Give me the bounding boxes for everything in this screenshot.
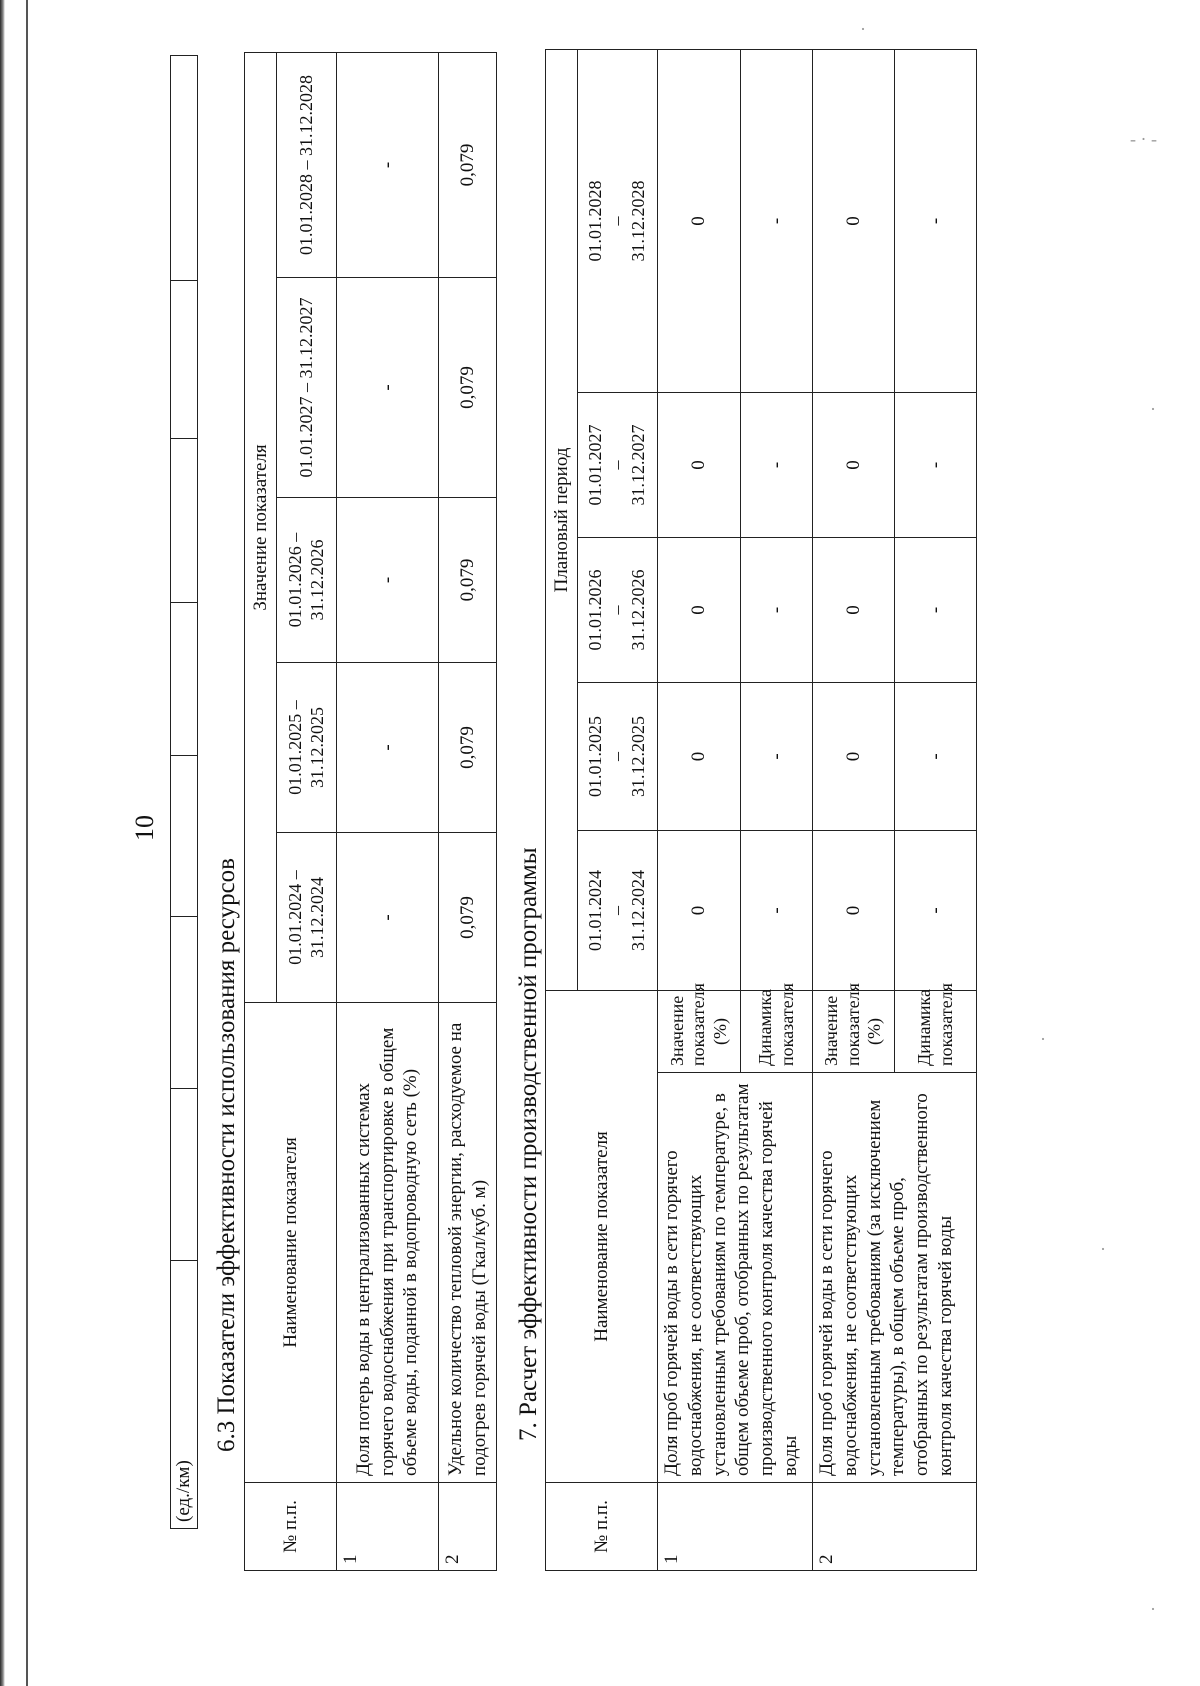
col-no-header: № п.п. [245,1483,337,1571]
section-7-heading: 7. Расчет эффективности производственной программы [515,847,542,1441]
table-row [658,49,741,1570]
period-header: 01.01.2025 – 31.12.2025 [578,682,658,830]
value-cell: 0 [658,49,741,392]
period-header: 01.01.2027 – 31.12.2027 [277,278,337,498]
value-cell: 0 [813,537,895,682]
row-name: Доля проб горячей воды в сети горячего водоснабжения, не соответствующих установленным требованиям по температуре, в общем объеме проб, отобранных по результатам производственного контроля качества горячей воды [658,1073,813,1483]
row-name: Доля потерь воды в централизованных системах горячего водоснабжения при транспортировке в общем объеме воды, поданной в водопроводную сеть (%) [337,1003,439,1483]
scan-speck: · [1040,1029,1046,1049]
value-cell: - [337,833,439,1003]
row-no: 2 [439,1483,497,1571]
row-name: Удельное количество тепловой энергии, расходуемое на подогрев горячей воды (Гкал/куб. м) [439,1003,497,1483]
value-cell: - [337,52,439,277]
sub-row-label: Значение показателя (%) [658,990,741,1072]
value-cell: - [895,392,977,537]
value-cell: - [895,682,977,830]
empty-cell [171,56,198,281]
unit-label: (ед./км) [171,1261,198,1529]
scan-speck: · [860,19,866,39]
value-cell: - [741,392,813,537]
value-cell: - [741,682,813,830]
col-no-header: № п.п. [546,1483,658,1571]
value-cell: 0 [813,682,895,830]
value-cell: 0,079 [439,498,497,663]
row-no: 2 [813,1483,977,1571]
scan-speck: · [1150,399,1156,419]
value-cell: 0,079 [439,833,497,1003]
page-number: 10 [130,815,159,841]
unit-header-table [170,55,198,1529]
empty-cell [171,439,198,603]
value-cell: 0 [813,830,895,990]
period-header: 01.01.2028 – 31.12.2028 [578,49,658,392]
row-no: 1 [337,1483,439,1571]
value-cell: 0,079 [439,663,497,833]
value-cell: - [337,278,439,498]
scan-speck: · [1150,1599,1156,1619]
value-cell: 0 [658,537,741,682]
row-name: Доля проб горячей воды в сети горячего водоснабжения, не соответствующих установленным требованиям (за исключением температуры), в общем объеме проб, отобранных по результатам производственного контроля качества горячей воды [813,1073,977,1483]
scan-speck: · [1100,1239,1106,1259]
program-efficiency-table [545,49,977,1571]
value-cell: 0 [658,392,741,537]
period-header: 01.01.2024 – 31.12.2024 [277,833,337,1003]
resource-efficiency-table [244,52,497,1571]
group-header: Плановый период [546,49,578,990]
table-row [439,52,497,1570]
sub-row-label: Значение показателя (%) [813,990,895,1072]
empty-cell [171,603,198,756]
empty-cell [171,1089,198,1261]
value-cell: - [741,830,813,990]
section-6-3-heading: 6.3 Показатели эффективности использования ресурсов [213,858,240,1452]
table-row [337,52,439,1570]
empty-cell [171,917,198,1089]
value-cell: 0 [813,49,895,392]
value-cell: - [895,537,977,682]
value-cell: 0,079 [439,52,497,277]
value-cell: 0,079 [439,278,497,498]
sub-row-label: Динамика показателя [741,990,813,1072]
col-name-header: Наименование показателя [546,990,658,1482]
value-cell: - [337,498,439,663]
value-cell: 0 [658,830,741,990]
value-cell: - [741,537,813,682]
row-no: 1 [658,1483,813,1571]
empty-cell [171,281,198,439]
table-row [813,49,895,1570]
period-header: 01.01.2026 – 31.12.2026 [277,498,337,663]
period-header: 01.01.2025 – 31.12.2025 [277,663,337,833]
empty-cell [171,756,198,917]
period-header: 01.01.2028 – 31.12.2028 [277,52,337,277]
value-cell: - [895,49,977,392]
sub-row-label: Динамика показателя [895,990,977,1072]
value-cell: - [337,663,439,833]
period-header: 01.01.2027 – 31.12.2027 [578,392,658,537]
group-header: Значение показателя [245,52,277,1002]
period-header: 01.01.2024 – 31.12.2024 [578,830,658,990]
value-cell: 0 [658,682,741,830]
value-cell: - [895,830,977,990]
scan-speck: - · - [1130,129,1157,149]
period-header: 01.01.2026 – 31.12.2026 [578,537,658,682]
value-cell: 0 [813,392,895,537]
value-cell: - [741,49,813,392]
col-name-header: Наименование показателя [245,1003,337,1483]
